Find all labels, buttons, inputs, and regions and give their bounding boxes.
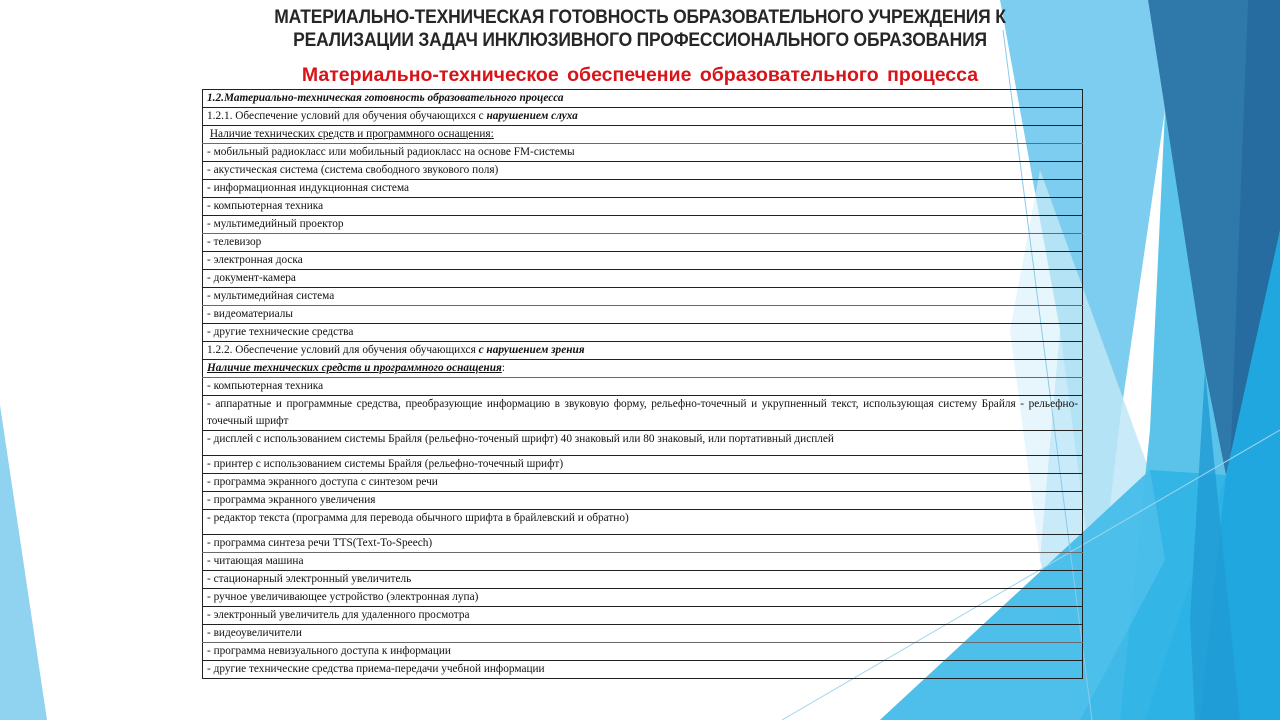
table-row	[203, 306, 1083, 324]
list-item: - другие технические средства	[203, 324, 1083, 342]
vision-prefix: 1.2.2. Обеспечение условий для обучения обучающихся	[207, 344, 479, 356]
left-triangle-shape	[0, 405, 47, 720]
table-row	[203, 456, 1083, 474]
list-item: - акустическая система (система свободного звукового поля)	[203, 162, 1083, 180]
table-row	[203, 625, 1083, 643]
list-item: - программа экранного увеличения	[203, 492, 1083, 510]
slide-title-line-2: РЕАЛИЗАЦИИ ЗАДАЧ ИНКЛЮЗИВНОГО ПРОФЕССИОНАЛЬНОГО ОБРАЗОВАНИЯ	[293, 30, 987, 51]
table-row	[203, 492, 1083, 510]
table-row	[203, 342, 1083, 360]
table-row	[203, 535, 1083, 553]
table-row	[203, 90, 1083, 108]
list-item: - принтер с использованием системы Брайля (рельефно-точечный шрифт)	[203, 456, 1083, 474]
table-row	[203, 431, 1083, 456]
table-row	[203, 288, 1083, 306]
section-heading: 1.2.Материально-техническая готовность образовательного процесса	[203, 90, 1083, 108]
table-row	[203, 396, 1083, 431]
vision-subsection-heading	[203, 342, 1083, 360]
table-row	[203, 270, 1083, 288]
table-row	[203, 661, 1083, 679]
vision-emphasis: с нарушением зрения	[478, 344, 585, 356]
table-row	[203, 589, 1083, 607]
list-item: - программа экранного доступа с синтезом речи	[203, 474, 1083, 492]
table-row	[203, 144, 1083, 162]
table-row	[203, 216, 1083, 234]
table-row	[203, 607, 1083, 625]
table-row	[203, 126, 1083, 144]
list-item: - электронная доска	[203, 252, 1083, 270]
list-item: - читающая машина	[203, 553, 1083, 571]
list-item: - видеоувеличители	[203, 625, 1083, 643]
list-item: - компьютерная техника	[203, 198, 1083, 216]
table-row	[203, 108, 1083, 126]
table-row	[203, 553, 1083, 571]
equipment-table	[202, 89, 1083, 679]
table-row	[203, 571, 1083, 589]
list-item: - стационарный электронный увеличитель	[203, 571, 1083, 589]
list-item: - мультимедийная система	[203, 288, 1083, 306]
hearing-prefix: 1.2.1. Обеспечение условий для обучения обучающихся с	[207, 110, 487, 122]
slide-subtitle: Материально-техническое обеспечение образовательного процесса	[301, 64, 979, 86]
table-row	[203, 643, 1083, 661]
list-item: - ручное увеличивающее устройство (электронная лупа)	[203, 589, 1083, 607]
hearing-equipment-heading: Наличие технических средств и программного оснащения:	[203, 126, 1083, 144]
list-item: - программа невизуального доступа к информации	[203, 643, 1083, 661]
list-item: - аппаратные и программные средства, преобразующие информацию в звуковую форму, рельефно-точечный и укрупненный текст, использующая систему Брайля - рельефно-точечный шрифт	[203, 396, 1083, 431]
table-row	[203, 378, 1083, 396]
table-row	[203, 510, 1083, 535]
list-item: - другие технические средства приема-передачи учебной информации	[203, 661, 1083, 679]
list-item: - электронный увеличитель для удаленного просмотра	[203, 607, 1083, 625]
list-item: - компьютерная техника	[203, 378, 1083, 396]
table-row	[203, 180, 1083, 198]
hearing-subsection-heading	[203, 108, 1083, 126]
list-item: - дисплей с использованием системы Брайля (рельефно-точеный шрифт) 40 знаковый или 80 знаковый, или портативный дисплей	[203, 431, 1083, 456]
slide-title-line-1: МАТЕРИАЛЬНО-ТЕХНИЧЕСКАЯ ГОТОВНОСТЬ ОБРАЗОВАТЕЛЬНОГО УЧРЕЖДЕНИЯ К	[274, 7, 1006, 28]
list-item: - мобильный радиокласс или мобильный радиокласс на основе FM-системы	[203, 144, 1083, 162]
table-row	[203, 198, 1083, 216]
table-row	[203, 360, 1083, 378]
list-item: - редактор текста (программа для перевода обычного шрифта в брайлевский и обратно)	[203, 510, 1083, 535]
list-item: - информационная индукционная система	[203, 180, 1083, 198]
hearing-emphasis: нарушением слуха	[486, 110, 578, 122]
table-row	[203, 252, 1083, 270]
table-row	[203, 162, 1083, 180]
list-item: - мультимедийный проектор	[203, 216, 1083, 234]
list-item: - программа синтеза речи TTS(Text-To-Speech)	[203, 535, 1083, 553]
table-row	[203, 234, 1083, 252]
table-row	[203, 474, 1083, 492]
list-item: - документ-камера	[203, 270, 1083, 288]
list-item: - телевизор	[203, 234, 1083, 252]
table-row	[203, 324, 1083, 342]
list-item: - видеоматериалы	[203, 306, 1083, 324]
vision-equipment-heading: Наличие технических средств и программного оснащения:	[203, 360, 1083, 378]
